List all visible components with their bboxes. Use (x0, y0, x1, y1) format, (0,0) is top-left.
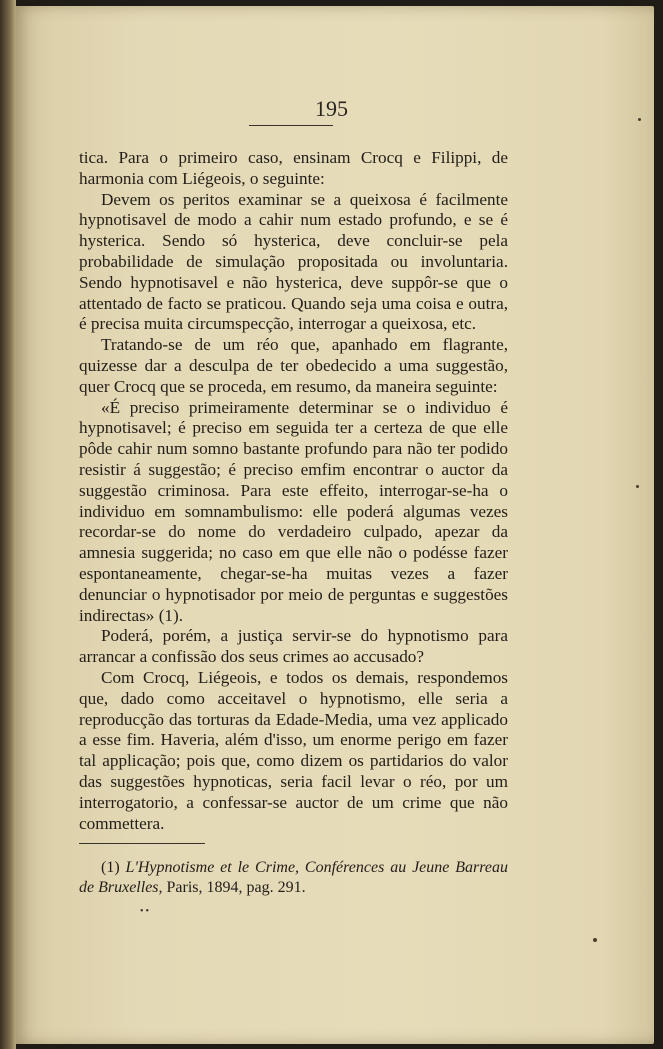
paragraph-1: tica. Para o primeiro caso, ensinam Crocq e Filippi, de harmonia com Liégeois, o seguinte: (79, 148, 508, 188)
paper-speck (593, 938, 597, 942)
paragraph-6: Com Crocq, Liégeois, e todos os demais, respondemos que, dado como acceitavel o hypnotismo, elle seria a reproducção das torturas da Edade-Media, uma vez applicado a esse fim. Haveria, além d'isso, um enorme perigo em fazer tal applicação; pois que, como dizem os partidarios do valor das suggestões hypnoticas, seria facil levar o réo, por um interrogatorio, a confessar-se auctor de um crime que não commettera. (79, 667, 508, 833)
footnote-rule (79, 843, 205, 844)
signature-mark: •• (140, 906, 152, 917)
paragraph-4-quote: «É preciso primeiramente determinar se o individuo é hypnotisavel; é preciso em seguida ter a certeza de que elle pôde cahir num somno bastante profundo para não ter podido resistir á suggestão; é preciso emfim encontrar o auctor da suggestão criminosa. Para este effeito, interrogar-se-ha o individuo em somnambulismo: elle poderá algumas vezes recordar-se do nome do verdadeiro culpado, apezar da amnesia suggerida; no caso em que elle não o podésse fazer espontaneamente, chegar-se-ha muitas vezes a fazer denunciar o hypnotisador por meio de perguntas e suggestões indirectas» (1). (79, 397, 508, 625)
header-rule (249, 125, 333, 126)
book-spine-edge (0, 0, 16, 1049)
footnote-marker: (1) (101, 859, 120, 876)
body-text (79, 148, 508, 834)
footnote-publication: Paris, 1894, pag. 291. (166, 879, 306, 896)
footnote (79, 858, 508, 898)
page-number: 195 (315, 96, 348, 121)
footnote-title: L'Hypnotisme et le Crime, Conférences au Jeune Barreau de Bruxelles, (79, 859, 509, 896)
paragraph-3: Tratando-se de um réo que, apanhado em flagrante, quizesse dar a desculpa de ter obedecido a uma suggestão, quer Crocq que se proceda, em resumo, da maneira seguinte: (79, 335, 508, 396)
paragraph-2: Devem os peritos examinar se a queixosa é facilmente hypnotisavel de modo a cahir num estado profundo, e se é hysterica. Sendo só hysterica, deve concluir-se pela probabilidade de simulação propositada ou involuntaria. Sendo hypnotisavel e não hysterica, deve suppôr-se que o attentado de facto se praticou. Quando seja uma coisa e outra, é precisa muita circumspecção, interrogar a queixosa, etc. (79, 189, 508, 334)
paragraph-5: Poderá, porém, a justiça servir-se do hypnotismo para arrancar a confissão dos seus crimes ao accusado? (79, 626, 508, 667)
paper-speck (638, 118, 641, 121)
paper-speck (636, 485, 639, 488)
